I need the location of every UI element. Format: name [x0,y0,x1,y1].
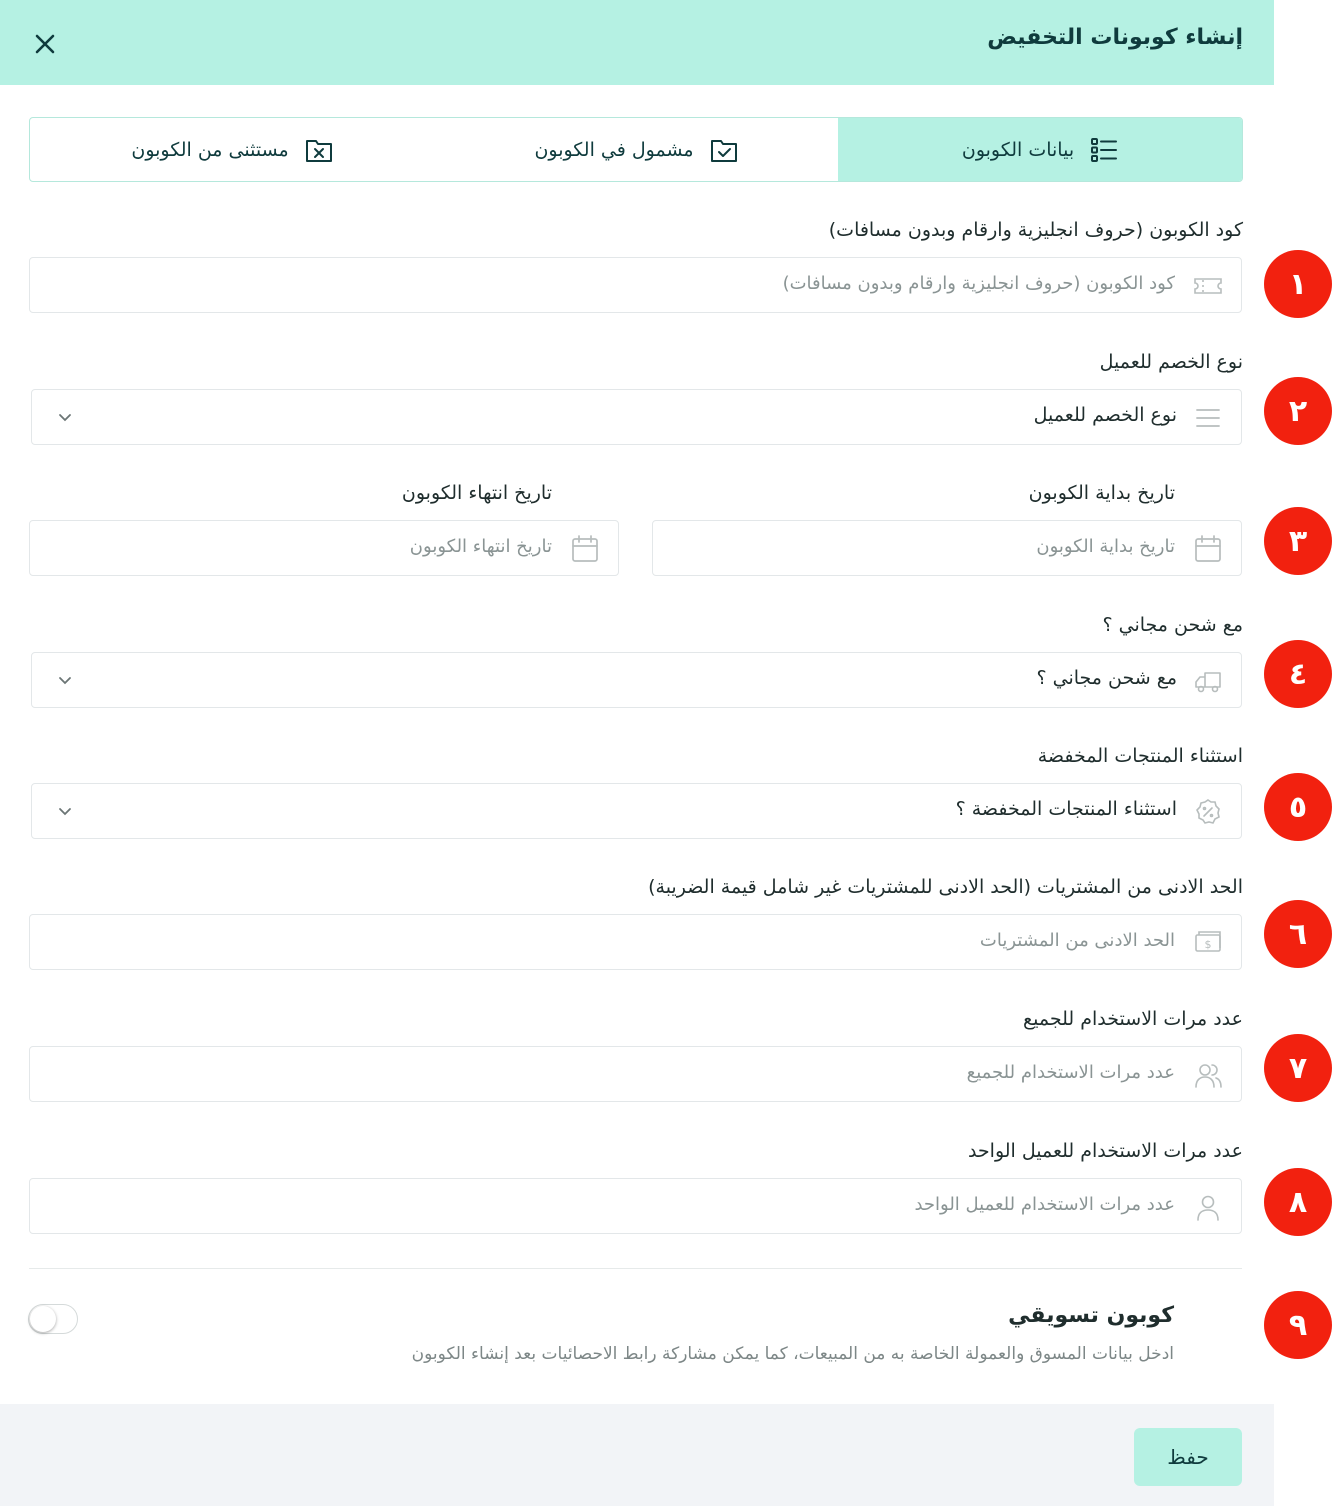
usage-total-input[interactable] [29,1046,1242,1102]
tab-label: مستثنى من الكوبون [131,138,289,161]
step-badge-8: ٨ [1264,1168,1332,1236]
min-purchase-label: الحد الادنى من المشتريات (الحد الادنى للمشتريات غير شامل قيمة الضريبة) [648,876,1243,898]
usage-total-placeholder: عدد مرات الاستخدام للجميع [966,1062,1175,1083]
list-icon [1090,136,1118,164]
free-shipping-value: مع شحن مجاني ؟ [1036,667,1177,689]
truck-icon [1193,666,1223,696]
coupon-code-input[interactable] [29,257,1242,313]
tab-label: مشمول في الكوبون [534,138,694,161]
discount-type-label: نوع الخصم للعميل [1099,351,1243,373]
start-date-input[interactable] [652,520,1242,576]
tab-excluded[interactable] [30,118,434,181]
tab-coupon-data[interactable] [838,118,1242,181]
modal-header [0,0,1274,85]
close-icon[interactable] [28,27,62,61]
min-purchase-placeholder: الحد الادنى من المشتريات [979,930,1175,951]
discount-type-value: نوع الخصم للعميل [1033,404,1177,426]
tab-label: بيانات الكوبون [961,138,1075,161]
marketing-coupon-title: كوبون تسويقي [1008,1303,1174,1328]
modal-title: إنشاء كوبونات التخفيض [987,25,1243,50]
start-date-placeholder: تاريخ بداية الكوبون [1036,536,1175,557]
usage-per-customer-placeholder: عدد مرات الاستخدام للعميل الواحد [914,1194,1175,1215]
calendar-icon [1193,534,1223,564]
exclude-discounted-label: استثناء المنتجات المخفضة [1037,745,1243,767]
marketing-coupon-description: ادخل بيانات المسوق والعمولة الخاصة به من المبيعات، كما يمكن مشاركة رابط الاحصائيات بعد إنشاء الكوبون [411,1344,1174,1364]
divider [29,1268,1242,1269]
save-button[interactable]: حفظ [1134,1428,1242,1486]
start-date-label: تاريخ بداية الكوبون [1028,482,1175,504]
toggle-knob [30,1306,56,1332]
step-badge-1: ١ [1264,250,1332,318]
step-badge-2: ٢ [1264,377,1332,445]
step-badge-9: ٩ [1264,1291,1332,1359]
percent-badge-icon [1193,797,1223,827]
end-date-label: تاريخ انتهاء الكوبون [401,482,552,504]
folder-check-icon [710,137,738,163]
free-shipping-label: مع شحن مجاني ؟ [1102,614,1243,636]
ticket-icon [1193,271,1223,301]
svg-text:$: $ [1204,938,1212,951]
free-shipping-select[interactable] [31,652,1242,708]
exclude-discounted-value: استثناء المنتجات المخفضة ؟ [955,798,1177,820]
chevron-down-icon [56,408,74,426]
marketing-coupon-toggle[interactable] [28,1304,78,1334]
step-badge-3: ٣ [1264,507,1332,575]
tab-included[interactable] [434,118,838,181]
chevron-down-icon [56,802,74,820]
end-date-input[interactable] [29,520,619,576]
calendar-icon [570,534,600,564]
usage-per-customer-input[interactable] [29,1178,1242,1234]
chevron-down-icon [56,671,74,689]
usage-total-label: عدد مرات الاستخدام للجميع [1023,1008,1243,1030]
step-badge-5: ٥ [1264,773,1332,841]
discount-type-select[interactable] [31,389,1242,445]
coupon-code-label: كود الكوبون (حروف انجليزية وارقام وبدون مسافات) [828,219,1243,241]
menu-lines-icon [1193,403,1223,433]
exclude-discounted-select[interactable] [31,783,1242,839]
folder-x-icon [305,137,333,163]
users-icon [1193,1060,1223,1090]
tabs [29,117,1243,182]
step-badge-6: ٦ [1264,900,1332,968]
user-icon [1193,1192,1223,1222]
end-date-placeholder: تاريخ انتهاء الكوبون [409,536,552,557]
modal-footer [0,1404,1274,1506]
usage-per-customer-label: عدد مرات الاستخدام للعميل الواحد [967,1140,1243,1162]
money-icon [1193,928,1223,958]
step-badge-4: ٤ [1264,640,1332,708]
coupon-code-placeholder: كود الكوبون (حروف انجليزية وارقام وبدون مسافات) [782,273,1175,294]
min-purchase-input[interactable] [29,914,1242,970]
step-badge-7: ٧ [1264,1034,1332,1102]
